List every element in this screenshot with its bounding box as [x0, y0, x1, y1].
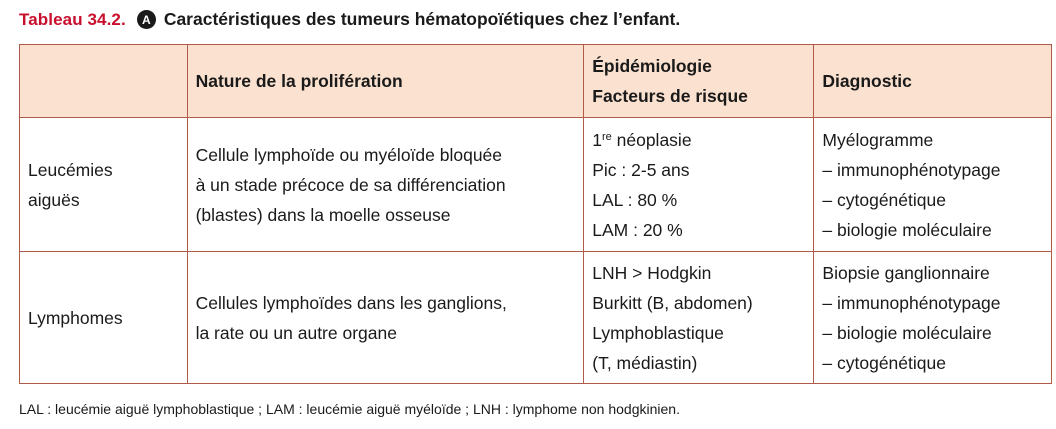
diagnostic-cell [814, 252, 1052, 384]
diag-line: – biologie moléculaire [822, 219, 992, 240]
header-epidemiology-line2: Facteurs de risque [592, 86, 748, 106]
epi-line: Pic : 2-5 ans [592, 159, 690, 180]
row-label-line: Leucémies [28, 159, 113, 180]
nature-line: Cellule lymphoïde ou myéloïde bloquée [195, 144, 503, 165]
diag-line: – biologie moléculaire [822, 322, 992, 343]
table-caption [19, 9, 680, 30]
header-epidemiology-line1: Épidémiologie [592, 56, 712, 76]
epi-ordinal-suffix: re [601, 130, 612, 143]
epi-ordinal-number: 1 [592, 129, 602, 150]
table-title: Caractéristiques des tumeurs hématopoïétiques chez l’enfant. [163, 9, 681, 29]
header-empty-cell [20, 45, 188, 118]
header-row [20, 45, 1052, 118]
epi-line: (T, médiastin) [592, 352, 698, 373]
epi-line: LAL : 80 % [592, 189, 678, 210]
diag-line: Biopsie ganglionnaire [822, 262, 990, 283]
diag-line: Myélogramme [822, 129, 934, 150]
epi-line: LNH > Hodgkin [592, 262, 712, 283]
nature-line: (blastes) dans la moelle osseuse [195, 204, 451, 225]
table-row [20, 252, 1052, 384]
row-label-line: aiguës [28, 189, 80, 210]
nature-cell [187, 252, 584, 384]
header-diagnostic: Diagnostic [814, 45, 1052, 118]
diag-line: – immunophénotypage [822, 292, 1001, 313]
epi-ordinal-rest: néoplasie [611, 129, 692, 150]
table-row [20, 118, 1052, 252]
nature-line: à un stade précoce de sa différenciation [195, 174, 506, 195]
nature-cell [187, 118, 584, 252]
table-number: Tableau 34.2. [19, 9, 126, 29]
epi-line: Burkitt (B, abdomen) [592, 292, 753, 313]
table-footnote: LAL : leucémie aiguë lymphoblastique ; LAM : leucémie aiguë myéloïde ; LNH : lymphome non hodgkinien. [19, 401, 680, 417]
hematopoietic-tumors-table [19, 44, 1052, 384]
diag-line: – immunophénotypage [822, 159, 1001, 180]
row-label-lymphomas [20, 252, 188, 384]
nature-line: la rate ou un autre organe [195, 322, 397, 343]
epi-line: LAM : 20 % [592, 219, 683, 240]
epi-line [592, 125, 805, 155]
level-a-badge-icon: A [137, 10, 156, 29]
epi-line: Lymphoblastique [592, 322, 724, 343]
row-label-leukemias [20, 118, 188, 252]
epidemiology-cell [584, 252, 814, 384]
diag-line: – cytogénétique [822, 352, 946, 373]
epidemiology-cell [584, 118, 814, 252]
nature-line: Cellules lymphoïdes dans les ganglions, [195, 292, 507, 313]
diagnostic-cell [814, 118, 1052, 252]
diag-line: – cytogénétique [822, 189, 946, 210]
row-label-line: Lymphomes [28, 307, 123, 328]
header-epidemiology [584, 45, 814, 118]
header-nature: Nature de la prolifération [187, 45, 584, 118]
